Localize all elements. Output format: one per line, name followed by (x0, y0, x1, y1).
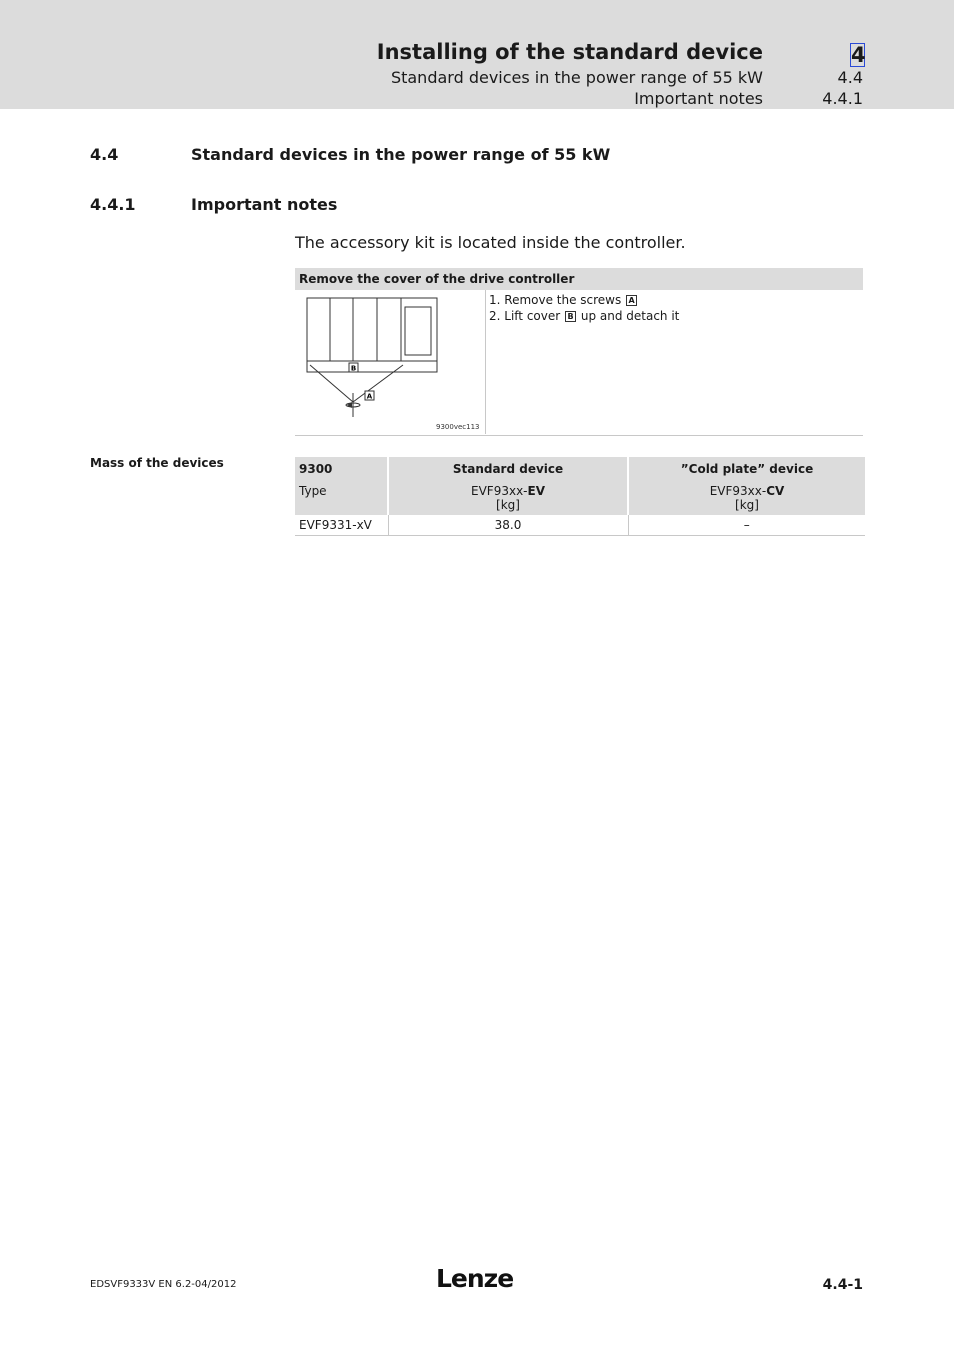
page-header (0, 0, 954, 109)
lenze-logo: Lenze (436, 1264, 514, 1293)
page-number: 4.4-1 (822, 1277, 863, 1293)
step-text: 1. Remove the screws (489, 293, 622, 307)
table-header-row (295, 457, 865, 481)
controller-drawing (305, 295, 440, 420)
type-suffix: EV (527, 484, 545, 498)
cp-type-cell (628, 481, 865, 515)
intro-text: The accessory kit is located inside the controller. (295, 233, 686, 252)
cp-mass-cell: – (628, 515, 865, 536)
type-suffix: CV (766, 484, 785, 498)
std-mass-cell: 38.0 (388, 515, 628, 536)
unit-text: [kg] (496, 498, 520, 512)
label-a-text: A (366, 392, 373, 401)
step-label-b: B (565, 311, 576, 322)
cover-removal-figure (295, 268, 863, 436)
type-label-cell: Type (295, 481, 388, 515)
table-row (295, 481, 865, 515)
figure-heading: Remove the cover of the drive controller (295, 268, 863, 290)
step-text: 2. Lift cover (489, 309, 561, 323)
header-subsection-number: 4.4.1 (822, 89, 863, 108)
device-type-cell: EVF9331-xV (295, 515, 388, 536)
header-subsection-title: Important notes (634, 89, 763, 108)
section-number: 4.4 (90, 145, 119, 164)
figure-code: 9300vec113 (436, 423, 480, 431)
header-cell: 9300 (295, 457, 388, 481)
unit-text: [kg] (735, 498, 759, 512)
header-cell: ”Cold plate” device (628, 457, 865, 481)
header-title: Installing of the standard device (376, 40, 763, 64)
subsection-number: 4.4.1 (90, 195, 136, 214)
mass-label: Mass of the devices (90, 456, 224, 470)
document-id: EDSVF9333V EN 6.2-04/2012 (90, 1279, 237, 1290)
step-item (489, 308, 679, 324)
figure-divider (485, 290, 486, 434)
std-type-cell (388, 481, 628, 515)
section-title: Standard devices in the power range of 55 kW (191, 145, 611, 164)
step-label-a: A (626, 295, 637, 306)
subsection-title: Important notes (191, 195, 338, 214)
type-prefix: EVF93xx- (471, 484, 528, 498)
header-section-title: Standard devices in the power range of 55 kW (390, 68, 763, 87)
header-cell: Standard device (388, 457, 628, 481)
table-row (295, 515, 865, 536)
chapter-number-box[interactable]: 4 (851, 43, 866, 67)
step-suffix: up and detach it (580, 309, 680, 323)
step-item (489, 292, 679, 308)
label-b-text: B (350, 364, 357, 373)
mass-table (295, 457, 865, 536)
step-list (489, 292, 679, 324)
header-section-number: 4.4 (837, 68, 863, 87)
type-prefix: EVF93xx- (709, 484, 767, 498)
